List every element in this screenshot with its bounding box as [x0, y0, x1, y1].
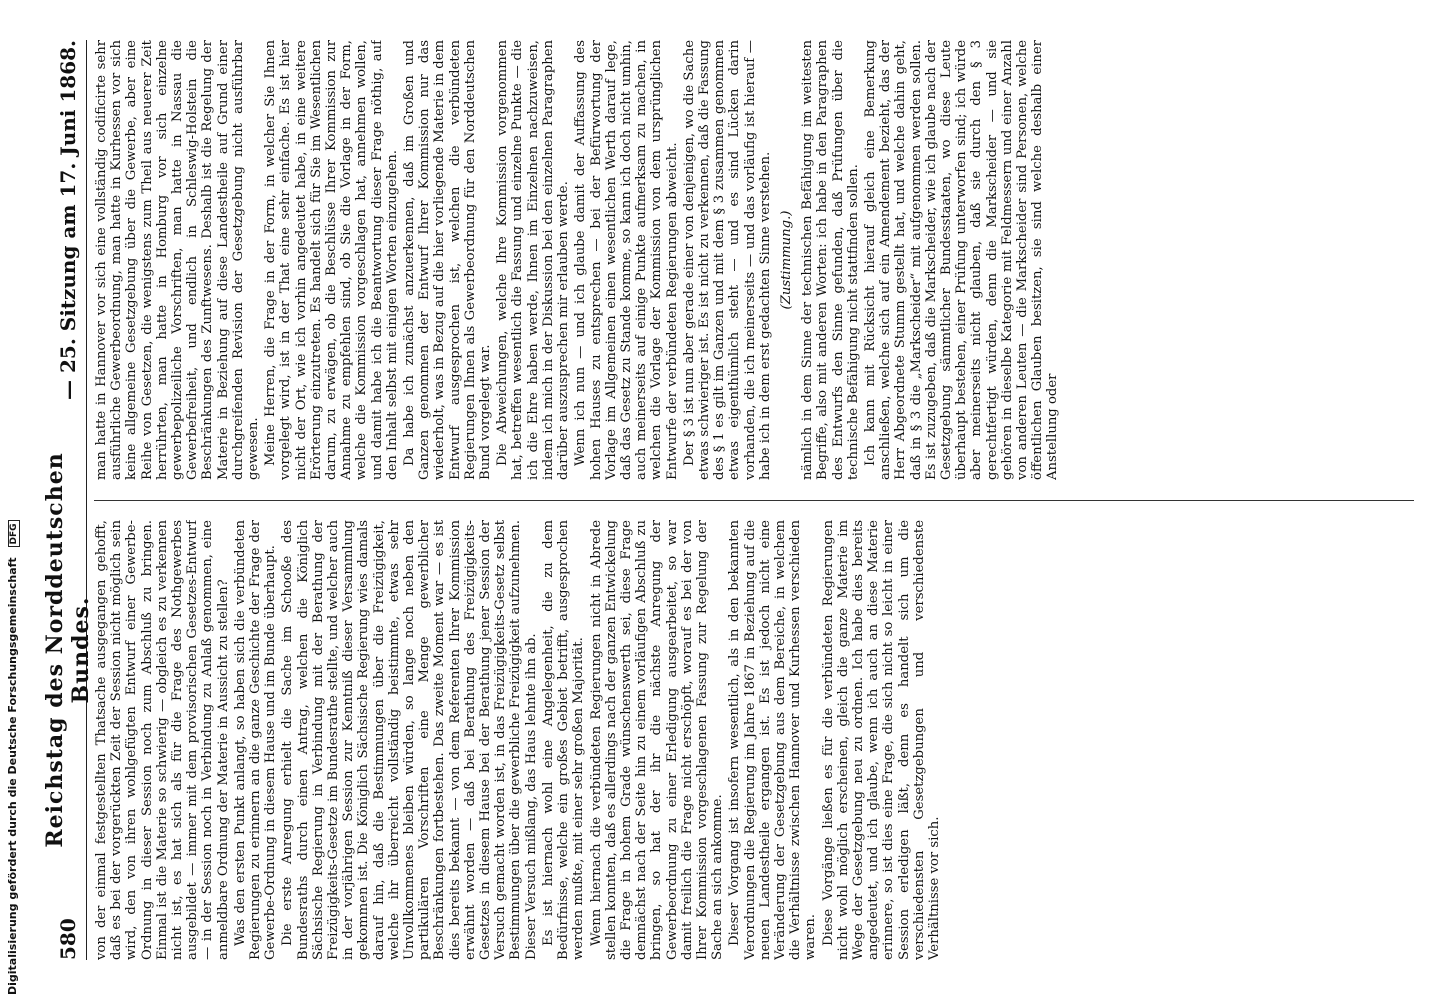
paragraph: Es ist hiernach wohl eine Angelegenheit, die zu dem Bedürfnisse, welche ein großes Gebiet betrifft, ausgesprochen werden mußte, mit einer sehr großen Majorität.	[540, 520, 587, 960]
paragraph: Der § 3 ist nun aber gerade einer von denjenigen, wo die Sache etwas schwieriger ist. Es ist nicht zu verkennen, daß die Fassung des § 1 es gilt im Ganzen und mit dem § 3 zusammen genommen etwas eigenthümlich steht — und es sind Lücken darin vorhanden, die ich meinerseits — und das vorläufig ist hierauf — habe ich in dem erst gedachten Sinne verstehen.	[681, 40, 773, 480]
page-number: 580	[56, 918, 80, 960]
page-title: Reichstag des Norddeutschen Bundes.	[42, 452, 94, 848]
paragraph: Die erste Anregung erhielt die Sache im Schooße des Bundesraths durch einen Antrag, welchen die Königlich Sächsische Regierung in Verbindung mit der Berathung der Freizügigkeits-Gesetze im Bundesrathe stellte, und welcher auch in der vorjährigen Session zur Kenntniß dieser Versammlung gekommen ist. Die Königlich Sächsische Regierung wies damals darauf hin, daß die Bestimmungen über die Freizügigkeit, welche ihr überreicht vollständig beistimmte, etwas sehr Unvollkommenes bleiben würden, so lange noch neben den partikulären Vorschriften eine Menge gewerblicher Beschränkungen fortbestehen. Das zweite Moment war — es ist dies bereits bekannt — von dem Referenten Ihrer Kommission erwähnt worden — daß bei Berathung des Freizügigkeits-Gesetzes in diesem Hause bei der Berathung jener Session der Versuch gemacht worden ist, in das Freizügigkeits-Gesetz selbst Bestimmungen über die gewerbliche Freizügigkeit aufzunehmen. Dieser Versuch mißlang, das Haus lehnte ihn ab.	[280, 520, 539, 960]
paragraph: Meine Herren, die Frage in der Form, in welcher Sie Ihnen vorgelegt wird, ist in der That eine sehr einfache. Es ist hier nicht der Ort, wie ich vorhin angedeutet habe, in eine weitere Erörterung einzutreten. Es handelt sich für Sie im Wesentlichen darum, zu erwägen, ob die Beschlüsse Ihrer Kommission zur Annahme zu empfehlen sind, ob Sie die Vorlage in der Form, welche die Kommission vorgeschlagen hat, annehmen wollen, und damit habe ich die Beantwortung dieser Frage nöthig, auf den Inhalt selbst mit einigen Worten einzugehen.	[263, 40, 400, 480]
interjection: (Zustimmung.)	[778, 210, 794, 310]
credit-text-wrap	[6, 520, 20, 995]
paragraph: von der einmal festgestellten Thatsache ausgegangen gehofft, daß es bei der vorgerückten Zeit der Session nicht möglich sein wird, den von ihren wohlgefügten Entwurf einer Gewerbe-Ordnung in dieser Session noch zum Abschluß zu bringen. Einmal ist die Materie so schwierig — obgleich es zu verkennen nicht ist, es hat sich als für die Frage des Nothgewerbes ausgebildet — immer mit dem provisorischen Gesetzes-Entwurf — in der Session noch in Verbindung zu Anlaß genommen, eine anmeldbare Ordnung der Materie in Aussicht zu stellen?	[94, 520, 231, 960]
column-divider	[94, 500, 1414, 501]
paragraph: Da habe ich zunächst anzuerkennen, daß im Großen und Ganzen genommen der Entwurf Ihrer Kommission nur das wiederholt, was in Bezug auf die hier vorliegende Materie in dem Entwurf ausgesprochen ist, welchen die verbündeten Regierungen Ihnen als Gewerbeordnung für den Norddeutschen Bund vorgelegt war.	[402, 40, 494, 480]
paragraph: Wenn ich nun — und ich glaube damit der Auffassung des hohen Hauses zu entsprechen — bei der Befürwortung der Vorlage im Allgemeinen einen wesentlichen Werth darauf lege, daß das Gesetz zu Stande komme, so kann ich doch nicht umhin, auch meinerseits auf einige Punkte aufmerksam zu machen, in welchen die Vorlage der Kommission von dem ursprünglichen Entwurfe der verbündeten Regierungen abweicht.	[573, 40, 680, 480]
dfg-logo: DFG	[8, 520, 20, 547]
session-date: — 25. Sitzung am 17. Juni 1868.	[56, 40, 80, 400]
credit-text: Digitalisierung gefördert durch die Deutsche Forschungsgemeinschaft	[6, 557, 19, 995]
paragraph: Diese Vorgänge ließen es für die verbündeten Regierungen nicht wohl möglich erscheinen, gleich die ganze Materie im Wege der Gesetzgebung neu zu ordnen. Ich habe dies bereits angedeutet, und ich glaube, wenn ich auch an diese Materie erinnere, so ist dies eine Frage, die sich nicht so leicht in einer Session erledigen läßt, denn es handelt sich um die verschiedensten Gesetzgebungen und verschiedenste Verhältnisse vor sich.	[820, 520, 942, 960]
digitization-credit	[6, 523, 22, 995]
page-header	[42, 40, 94, 960]
paragraph: Die Abweichungen, welche Ihre Kommission vorgenommen hat, betreffen wesentlich die Fassung und einzelne Punkte — die ich die Ehre haben werde, Ihnen im Einzelnen nachzuweisen, indem ich mich in der Diskussion bei den einzelnen Paragraphen darüber auszusprechen mir erlauben werde.	[495, 40, 572, 480]
paragraph: Was den ersten Punkt anlangt, so haben sich die verbündeten Regierungen zu erinnern an die ganze Geschichte der Frage der Gewerbe-Ordnung in diesem Hause und im Bunde überhaupt.	[232, 520, 279, 960]
paragraph: Dieser Vorgang ist insofern wesentlich, als in den bekannten Verordnungen die Regierung im Jahre 1867 in Beziehung auf die neuen Landestheile ergangen ist. Es ist jedoch nicht eine Veränderung der Gesetzgebung aus dem Bereiche, in welchem die Verhältnisse zwischen Hannover und Kurhessen verschieden waren.	[727, 520, 819, 960]
left-column	[94, 520, 1414, 960]
paragraph: Wenn hiernach die verbündeten Regierungen nicht in Abrede stellen konnten, daß es allerdings nach der ganzen Entwickelung die Frage in hohem Grade wünschenswerth sei, diese Frage demnächst nach der Seite hin zu einem vorläufigen Abschluß zu bringen, so hat der ihr die nächste Anregung der Gewerbeordnung zu einer Erledigung ausgearbeitet, so war damit freilich die Frage nicht erschöpft, worauf es bei der von Ihrer Kommission vorgeschlagenen Fassung zur Regelung der Sache an sich ankomme.	[588, 520, 726, 960]
paragraph: man hatte in Hannover vor sich eine vollständig codificirte sehr ausführliche Gewerbeordnung, man hatte in Kurhessen vor sich keine allgemeine Gesetzgebung über die Gewerbe, aber eine Reihe von Gesetzen, die wenigstens zum Theil aus neuerer Zeit herrührten, man hatte in Homburg vor sich einzelne gewerbepolizeiliche Vorschriften, man hatte in Nassau die Gewerbefreiheit, und endlich in Schleswig-Holstein die Beschränkungen des Zunftwesens. Deshalb ist die Regelung der Materie in Beziehung auf diese Landestheile auf Grund einer durchgreifenden Revision der Gesetzgebung nicht ausführbar gewesen.	[94, 40, 262, 480]
right-column	[94, 40, 1414, 480]
rotated-page-content	[42, 0, 1430, 1000]
paragraph: nämlich in dem Sinne der technischen Befähigung im weitesten Begriffe, also mit anderen Worten: ich habe in den Paragraphen des Entwurfs den Sinne gefunden, daß Prüfungen über die technische Befähigung nicht stattfinden sollen.	[800, 40, 861, 480]
paragraph: Ich kann mit Rücksicht hierauf gleich eine Bemerkung anschließen, welche sich auf ein Amendement bezieht, das der Herr Abgeordnete Stumm gestellt hat, und welche dahin geht, daß in § 3 die „Markscheider“ mit aufgenommen werden sollen. Es ist zuzugeben, daß die Markscheider, wie ich glaube nach der Gesetzgebung sämmtlicher Bundesstaaten, wo diese Leute überhaupt bestehen, einer Prüfung unterworfen sind; ich würde aber meinerseits nicht glauben, daß sie durch den § 3 gerechtfertigt würden, denn die Markscheider — und sie gehören in dieselbe Kategorie mit Feldmessern und einer Anzahl von anderen Leuten — die Markscheider sind Personen, welche öffentlichen Glauben besitzen, sie sind welche deshalb einer Anstellung oder	[862, 40, 1061, 480]
